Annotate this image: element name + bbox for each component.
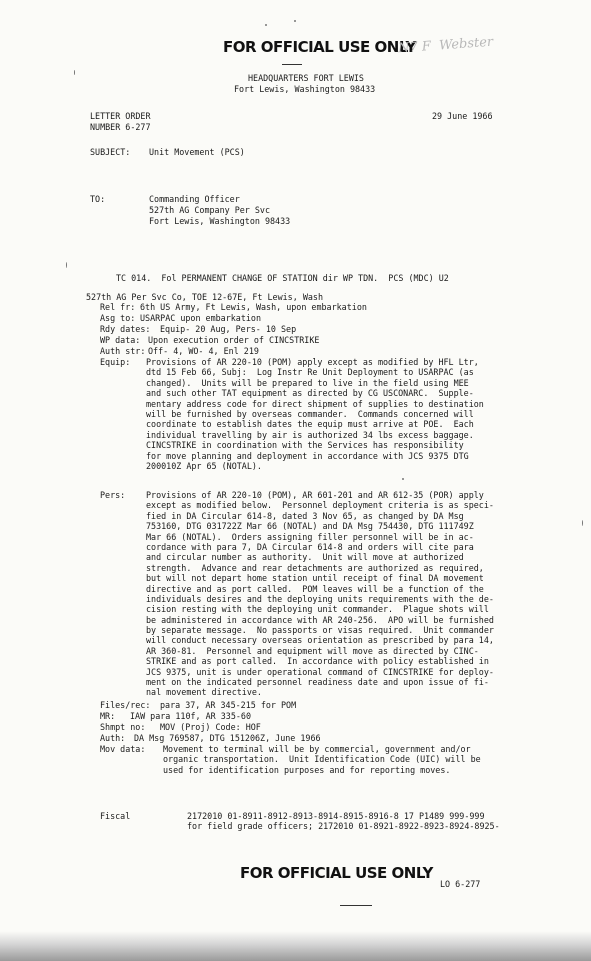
to-line: Commanding Officer <box>149 194 240 204</box>
equip-line: coordinate to establish dates the equip must arrive at POE. Each <box>146 419 474 430</box>
field-wp-data <box>100 335 319 346</box>
pers-line: JCS 9375, unit is under operational command of CINCSTRIKE for deploy- <box>146 666 494 677</box>
pers-line: strength. Advance and rear detachments are authorized as required, <box>146 562 484 573</box>
mov-data-line: used for identification purposes and for reporting moves. <box>163 764 451 775</box>
pers-line: 753160, DTG 031722Z Mar 66 (NOTAL) and DA Msg 754430, DTG 111749Z <box>146 521 474 532</box>
equip-paragraph <box>146 357 591 471</box>
footer-rule <box>340 905 372 906</box>
scan-speck <box>294 20 296 22</box>
field-label: Rdy dates: <box>100 324 151 334</box>
pers-line: will conduct necessary overseas orientation as prescribed by para 14, <box>146 635 494 646</box>
equip-line: dtd 15 Feb 66, Subj: Log Instr Re Unit Deployment to USARPAC (as <box>146 367 474 378</box>
field-value: DA Msg 769587, DTG 151206Z, June 1966 <box>134 733 321 743</box>
pers-line: be administered in accordance with AR 240-256. APO will be furnished <box>146 614 494 625</box>
field-label: Asg to: <box>100 313 136 323</box>
pers-line: except as modified below. Personnel deployment criteria is as speci- <box>146 500 494 511</box>
equip-line: individual travelling by air is authorized 34 lbs excess baggage. <box>146 429 474 440</box>
hq-address: Fort Lewis, Washington 98433 <box>234 84 376 94</box>
field-rdy-dates <box>100 324 296 335</box>
field-value: Equip- 20 Aug, Pers- 10 Sep <box>160 324 297 334</box>
to-line: 527th AG Company Per Svc <box>149 205 271 215</box>
hq-name: HEADQUARTERS FORT LEWIS <box>248 73 364 83</box>
scan-speck <box>74 70 75 75</box>
field-label: Auth: <box>100 733 126 743</box>
scan-speck <box>66 262 67 268</box>
pers-line: directive and as port called. POM leaves will be a function of the <box>146 583 484 594</box>
mov-data-line: organic transportation. Unit Identification Code (UIC) will be <box>163 754 481 765</box>
pers-line: cordance with para 7, DA Circular 614-8 and orders will cite para <box>146 541 474 552</box>
mov-data-paragraph <box>163 744 591 775</box>
pers-line: ment on the indicated personnel readiness date and upon issue of fi- <box>146 677 489 688</box>
equip-line: changed). Units will be prepared to live in the field using MEE <box>146 377 469 388</box>
field-value: para 37, AR 345-215 for POM <box>160 700 297 710</box>
to-line: Fort Lewis, Washington 98433 <box>149 216 291 226</box>
mov-data-line: Movement to terminal will be by commercial, government and/or <box>163 744 471 754</box>
order-reference: LO 6-277 <box>440 879 481 889</box>
pers-line: fied in DA Circular 614-8, dated 3 Nov 65, as changed by DA Msg <box>146 510 464 521</box>
field-auth <box>100 733 321 744</box>
equip-line: Provisions of AR 220-10 (POM) apply except as modified by HFL Ltr, <box>146 357 479 367</box>
field-label: Shmpt no: <box>100 722 146 732</box>
scan-bottom-shadow <box>0 931 591 961</box>
field-label: Auth str: <box>100 346 146 356</box>
equip-line: mentary address code for direct shipment of supplies to destination <box>146 398 484 409</box>
tc-line: TC 014. Fol PERMANENT CHANGE OF STATION dir WP TDN. PCS (MDC) U2 <box>116 273 449 283</box>
field-value: 6th US Army, Ft Lewis, Wash, upon embarkation <box>140 302 367 312</box>
equip-line: for move planning and deployment in accordance with JCS 9375 DTG <box>146 450 469 461</box>
pers-paragraph <box>146 490 591 698</box>
equip-line: CINCSTRIKE in coordination with the Services has responsibility <box>146 440 464 451</box>
field-value: Upon execution order of CINCSTRIKE <box>148 335 320 345</box>
subject-label: SUBJECT: <box>90 147 131 157</box>
to-label: TO: <box>90 194 106 204</box>
pers-line: cision resting with the deploying unit commander. Plague shots will <box>146 604 489 615</box>
pers-line: AR 360-81. Personnel and equipment will move as directed by CINC- <box>146 645 479 656</box>
field-auth-str <box>100 346 259 357</box>
field-rel-fr <box>100 302 367 313</box>
pers-line: and circular number as authority. Unit will move at authorized <box>146 552 464 563</box>
pers-line: but will not depart home station until receipt of final DA movement <box>146 573 484 584</box>
scan-speck <box>402 478 404 480</box>
handwritten-annotation: N7 F Webster <box>397 34 494 57</box>
scan-speck <box>265 24 267 26</box>
pers-line: nal movement directive. <box>146 687 262 698</box>
order-number: NUMBER 6-277 <box>90 122 151 132</box>
field-value: MOV (Proj) Code: HOF <box>160 722 261 732</box>
pers-line: Mar 66 (NOTAL). Orders assigning filler personnel will be in ac- <box>146 531 474 542</box>
field-label: Rel fr: <box>100 302 136 312</box>
pers-line: STRIKE and as port called. In accordance with policy established in <box>146 656 489 667</box>
equip-line: and such other TAT equipment as directed by CG USCONARC. Supple- <box>146 388 474 399</box>
scan-speck <box>582 520 583 526</box>
order-date: 29 June 1966 <box>432 111 493 121</box>
fiscal-paragraph <box>187 811 577 832</box>
field-label: Files/rec: <box>100 700 151 710</box>
field-label: WP data: <box>100 335 141 345</box>
classification-banner-bottom: FOR OFFICIAL USE ONLY <box>240 864 433 882</box>
mov-data-label: Mov data: <box>100 744 146 754</box>
equip-line: 200010Z Apr 65 (NOTAL). <box>146 460 262 471</box>
subject-text: Unit Movement (PCS) <box>149 147 245 157</box>
field-value: USARPAC upon embarkation <box>140 313 262 323</box>
pers-line: by separate message. No passports or visas required. Unit commander <box>146 625 494 636</box>
unit-line: 527th AG Per Svc Co, TOE 12-67E, Ft Lewis, Wash <box>86 292 323 302</box>
field-shmpt-no <box>100 722 261 733</box>
fiscal-line: 2172010 01-8911-8912-8913-8914-8915-8916-8 17 P1489 999-999 <box>187 811 485 821</box>
pers-line: individuals desires and the deploying units requirements with the de- <box>146 593 494 604</box>
equip-line: will be furnished by overseas commander. Commands concerned will <box>146 408 474 419</box>
field-label: MR: <box>100 711 116 721</box>
fiscal-label: Fiscal <box>100 811 131 821</box>
letter-order-label: LETTER ORDER <box>90 111 151 121</box>
classification-banner-top: FOR OFFICIAL USE ONLY <box>223 38 416 56</box>
field-value: IAW para 110f, AR 335-60 <box>130 711 252 721</box>
field-value: Off- 4, WO- 4, Enl 219 <box>148 346 259 356</box>
field-asg-to <box>100 313 261 324</box>
header-underline <box>282 64 302 65</box>
pers-label: Pers: <box>100 490 126 500</box>
field-mr <box>100 711 251 722</box>
fiscal-line: for field grade officers; 2172010 01-8921-8922-8923-8924-8925- <box>187 821 500 832</box>
pers-line: Provisions of AR 220-10 (POM), AR 601-201 and AR 612-35 (POR) apply <box>146 490 484 500</box>
equip-label: Equip: <box>100 357 131 367</box>
field-files-rec <box>100 700 296 711</box>
